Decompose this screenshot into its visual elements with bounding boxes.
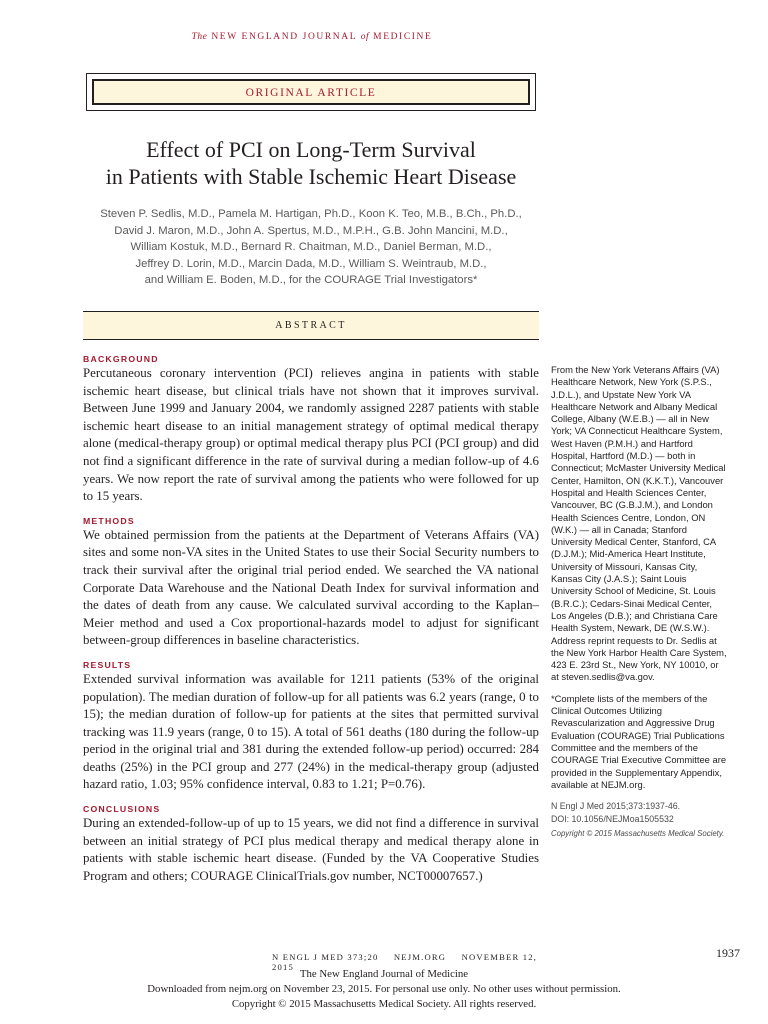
footer-date: NOVEMBER 12, 2015 [272, 952, 538, 972]
journal-header [0, 32, 624, 42]
doi-link[interactable]: DOI: 10.1056/NEJMoa1505532 [551, 814, 674, 825]
conclusions-heading: CONCLUSIONS [83, 804, 161, 815]
affiliations-text: From the New York Veterans Affairs (VA) Healthcare Network, New York (S.P.S., J.D.L.), and Upstate New York VA Healthcare Network and Albany Medical College, Albany (W.E.B.) — all in New York; VA Connecticut Healthcare System, West Haven (P.M.H.) and Hartford Hospital, Hartford (M.D.) — both in Connecticut; McMaster University Medical Center, Hamilton, ON (K.K.T.), Vancouver Hospital and Health Sciences Center, Vancouver, BC (G.B.J.M.), and London Health Sciences Centre, London, ON (W.K.) — all in Canada; Stanford University Medical Center, Stanford, CA (D.J.M.); Mid-America Heart Institute, University of Missouri, Kansas City, Kansas City (J.A.S.); Saint Louis University School of Medicine, St. Louis (B.R.C.); Cedars-Sinai Medical Center, Los Angeles (D.B.); and Christiana Care Health System, Newark, DE (W.S.W.). Address reprint requests to Dr. Sedlis at the New York Harbor Health Care System, 423 E. 23rd St., New York, NY 10010, or at steven.sedlis@va.gov. [551, 364, 727, 683]
side-column [551, 364, 729, 840]
download-line-1: The New England Journal of Medicine [299, 968, 469, 980]
article-type-box [86, 73, 536, 111]
download-line-3: Copyright © 2015 Massachusetts Medical Society. All rights reserved. [231, 998, 537, 1010]
journal-name-main: NEW ENGLAND JOURNAL [211, 32, 357, 42]
author-line: Jeffrey D. Lorin, M.D., Marcin Dada, M.D., William S. Weintraub, M.D., [135, 257, 487, 270]
author-line: Steven P. Sedlis, M.D., Pamela M. Hartigan, Ph.D., Koon K. Teo, M.B., B.Ch., Ph.D., [100, 208, 522, 220]
methods-heading: METHODS [83, 515, 135, 526]
conclusions-text: During an extended-follow-up of up to 15 years, we did not find a difference in survival between an initial strategy of PCI plus medical therapy and medical therapy alone in patients with stable ischemic heart disease. (Funded by the VA Cooperative Studies Program and others; COURAGE ClinicalTrials.gov number, NCT00007657.) [83, 816, 539, 883]
download-line-2: Downloaded from nejm.org on November 23, 2015. For personal use only. No other uses without permission. [147, 983, 621, 995]
author-line: and William E. Boden, M.D., for the COURAGE Trial Investigators* [144, 274, 478, 286]
page-number: 1937 [716, 946, 740, 960]
journal-name-of: of [360, 32, 370, 42]
title-line-2: in Patients with Stable Ischemic Heart Disease [105, 164, 517, 189]
abstract-heading: ABSTRACT [83, 311, 539, 340]
results-text: Extended survival information was available for 1211 patients (53% of the original population). The median duration of follow-up for all patients was 6.2 years (range, 0 to 15); the median duration of follow-up for patients at the sites that permitted survival tracking was 11.9 years (range, 0 to 15). A total of 561 deaths (180 during the follow-up period in the original trial and 381 during the extended follow-up period) occurred: 284 deaths (25%) in the PCI group and 277 (24%) in the medical-therapy group (adjusted hazard ratio, 1.03; 95% confidence interval, 0.83 to 1.21; P=0.76). [83, 671, 539, 792]
background-text: Percutaneous coronary intervention (PCI) relieves angina in patients with stable ischemic heart disease, but clinical trials have not shown that it improves survival. Between June 1999 and January 2004, we randomly assigned 2287 patients with stable ischemic heart disease to an initial management strategy of optimal medical therapy alone (medical-therapy group) or optimal medical therapy plus PCI (PCI group) and did not find a significant difference in the rate of survival during a median follow-up of 4.6 years. We now report the rate of survival among the patients who were followed for up to 15 years. [83, 366, 539, 504]
article-title [60, 136, 562, 190]
article-type-label: ORIGINAL ARTICLE [92, 79, 530, 105]
background-heading: BACKGROUND [83, 354, 159, 364]
results-heading: RESULTS [83, 659, 132, 670]
copyright-line: Copyright © 2015 Massachusetts Medical Society. [551, 828, 725, 838]
title-line-1: Effect of PCI on Long-Term Survival [146, 137, 476, 162]
investigators-footnote: *Complete lists of the members of the Clinical Outcomes Utilizing Revascularization and Aggressive Drug Evaluation (COURAGE) Trial Publications Committee and the members of the COURAGE Trial Executive Committee are provided in the Supplementary Appendix, available at NEJM.org. [551, 692, 727, 790]
methods-text: We obtained permission from the patients at the Department of Veterans Affairs (VA) sites and some non-VA sites in the United States to use their Social Security numbers to track their survival after the original trial period ended. We searched the VA national Corporate Data Warehouse and the National Death Index for survival information and the dates of death from any cause. We calculated survival according to the Kaplan–Meier method and used a Cox proportional-hazards model to adjust for significant between-group differences in baseline characteristics. [83, 527, 539, 648]
footer-journal-abbrev: N ENGL J MED 373;20 [272, 952, 379, 962]
abstract-body [83, 350, 539, 885]
author-line: David J. Maron, M.D., John A. Spertus, M.D., M.P.H., G.B. John Mancini, M.D., [114, 224, 508, 237]
journal-name-pre: The [191, 32, 208, 42]
footer-site: NEJM.ORG [393, 952, 447, 962]
download-notice [0, 967, 768, 1012]
citation-ref: N Engl J Med 2015;373:1937-46. [551, 801, 681, 812]
author-line: William Kostuk, M.D., Bernard R. Chaitman, M.D., Daniel Berman, M.D., [130, 241, 492, 253]
citation-block [551, 800, 729, 840]
journal-name-end: MEDICINE [373, 32, 433, 42]
author-list [70, 206, 552, 289]
